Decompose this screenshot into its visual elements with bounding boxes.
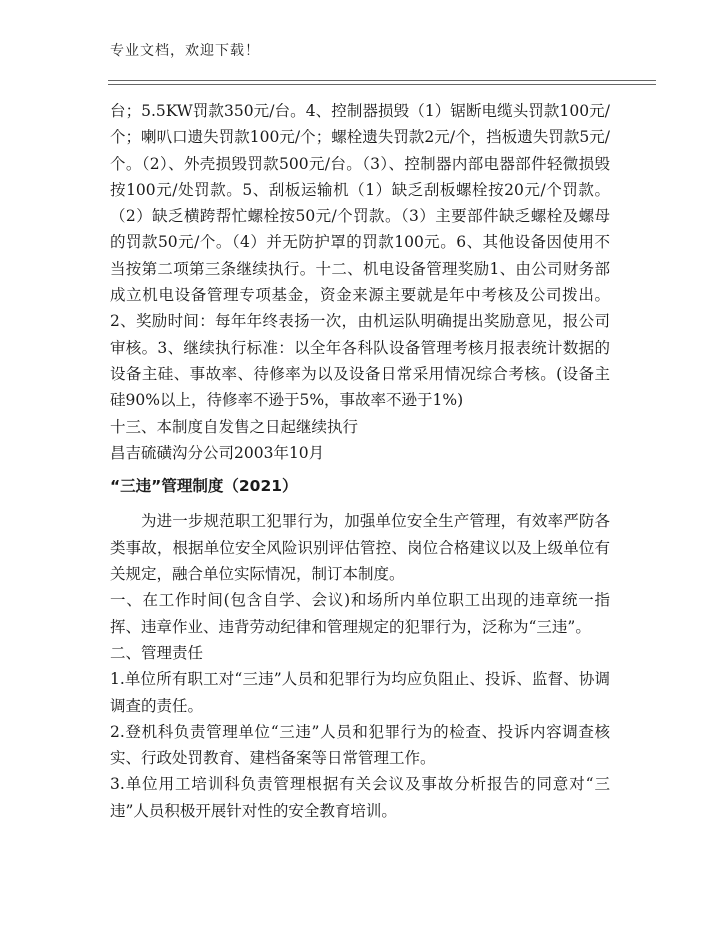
definition-paragraph: 一、在工作时间(包含自学、会议)和场所内单位职工出现的违章统一指挥、违章作业、违背劳动纪律和管理规定的犯罪行为，泛称为“三违”。 — [110, 591, 610, 636]
section-title: “三违”管理制度（2021） — [110, 477, 298, 496]
responsibility-item-1: 1.单位所有职工对“三违”人员和犯罪行为均应负阻止、投诉、监督、协调调查的责任。 — [110, 670, 610, 715]
intro-paragraph: 为进一步规范职工犯罪行为，加强单位安全生产管理，有效率严防各类事故，根据单位安全风险识别评估管控、岗位合格建议以及上级单位有关规定，融合单位实际情况，制订本制度。 — [110, 512, 610, 584]
responsibility-item-3: 3.单位用工培训科负责管理根据有关会议及事故分析报告的同意对“三违”人员积极开展针对性的安全教育培训。 — [110, 775, 610, 820]
page-header: 专业文档，欢迎下载！ — [110, 43, 260, 59]
penalty-paragraph: 台；5.5KW罚款350元/台。4、控制器损毁（1）锯断电缆头罚款100元/个；喇叭口遗失罚款100元/个；螺栓遗失罚款2元/个，挡板遗失罚款5元/个。（2）、外壳损毁罚款500元/台。（3）、控制器内部电器部件轻微损毁按100元/处罚款。5、刮板运输机（1）缺乏刮板螺栓按20元/个罚款。（2）缺乏横跨帮忙螺栓按50元/个罚款。（3）主要部件缺乏螺栓及螺母的罚款50元/个。（4）并无防护罩的罚款100元。6、其他设备因使用不当按第二项第三条继续执行。十二、机电设备管理奖励1、由公司财务部成立机电设备管理专项基金，资金来源主要就是年中考核及公司拨出。2、奖励时间：每年年终表扬一次，由机运队明确提出奖励意见，报公司审核。3、继续执行标准：以全年各科队设备管理考核月报表统计数据的设备主硅、事故率、待修率为以及设备日常采用情况综合考核。(设备主硅90%以上，待修率不逊于5%，事故率不逊于1%) — [110, 102, 610, 410]
header-divider-top — [108, 80, 656, 81]
header-divider-bottom — [108, 84, 656, 85]
responsibility-item-2: 2.登机科负责管理单位“三违”人员和犯罪行为的检查、投诉内容调查核实、行政处罚教育、建档备案等日常管理工作。 — [110, 722, 610, 768]
effective-clause: 十三、本制度自发售之日起继续执行 — [110, 417, 359, 436]
document-body — [110, 98, 610, 824]
issuer-date-line: 昌吉硫磺沟分公司2003年10月 — [110, 443, 325, 462]
responsibility-heading: 二、管理责任 — [110, 643, 204, 662]
